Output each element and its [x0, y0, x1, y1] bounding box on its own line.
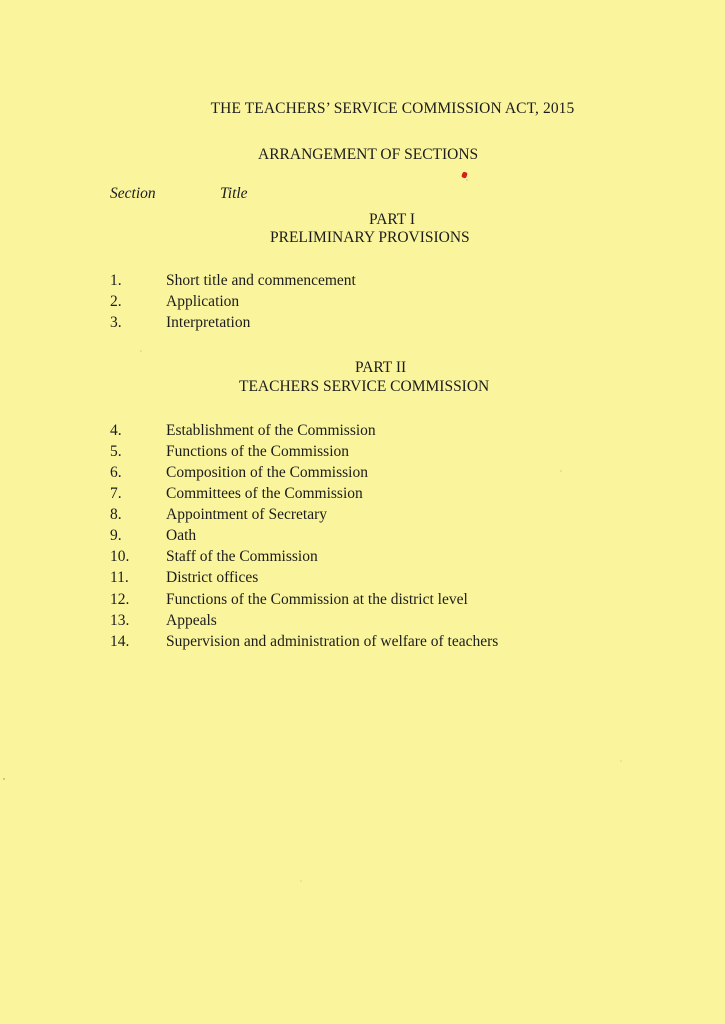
section-number: 12.: [110, 591, 130, 608]
section-title: Short title and commencement: [166, 272, 356, 289]
section-number: 7.: [110, 485, 122, 502]
part-1-label: PART I: [369, 211, 416, 228]
section-number: 3.: [110, 314, 122, 331]
scan-speck: [560, 470, 562, 472]
section-title: Supervision and administration of welfare of teachers: [166, 633, 499, 650]
section-number: 11.: [110, 569, 129, 586]
column-header-section: Section: [110, 185, 156, 202]
section-title: Oath: [166, 527, 197, 544]
section-title: Composition of the Commission: [166, 464, 368, 481]
section-number: 14.: [110, 633, 130, 650]
section-title: District offices: [166, 569, 259, 586]
scan-speck: [466, 179, 468, 181]
section-number: 8.: [110, 506, 122, 523]
section-number: 9.: [110, 527, 122, 544]
scan-speck: [3, 778, 5, 780]
section-number: 2.: [110, 293, 122, 310]
part-1-heading: PRELIMINARY PROVISIONS: [270, 229, 470, 246]
section-title: Application: [166, 293, 240, 310]
document-subtitle: ARRANGEMENT OF SECTIONS: [258, 146, 479, 163]
scan-speck: [300, 880, 302, 882]
scan-speck: [620, 760, 622, 762]
section-title: Appeals: [166, 612, 217, 629]
section-title: Establishment of the Commission: [166, 422, 376, 439]
section-number: 6.: [110, 464, 122, 481]
section-number: 13.: [110, 612, 130, 629]
section-title: Functions of the Commission at the district level: [166, 591, 468, 608]
section-title: Committees of the Commission: [166, 485, 363, 502]
scan-speck: [140, 350, 142, 352]
section-number: 5.: [110, 443, 122, 460]
column-header-title: Title: [220, 185, 248, 202]
section-title: Appointment of Secretary: [166, 506, 327, 523]
section-title: Functions of the Commission: [166, 443, 349, 460]
section-title: Interpretation: [166, 314, 251, 331]
part-2-label: PART II: [355, 359, 407, 376]
section-number: 4.: [110, 422, 122, 439]
document-title: THE TEACHERS’ SERVICE COMMISSION ACT, 2015: [210, 100, 575, 117]
section-title: Staff of the Commission: [166, 548, 318, 565]
red-ink-mark: [461, 171, 468, 178]
section-number: 1.: [110, 272, 122, 289]
part-2-heading: TEACHERS SERVICE COMMISSION: [239, 378, 490, 395]
section-number: 10.: [110, 548, 130, 565]
